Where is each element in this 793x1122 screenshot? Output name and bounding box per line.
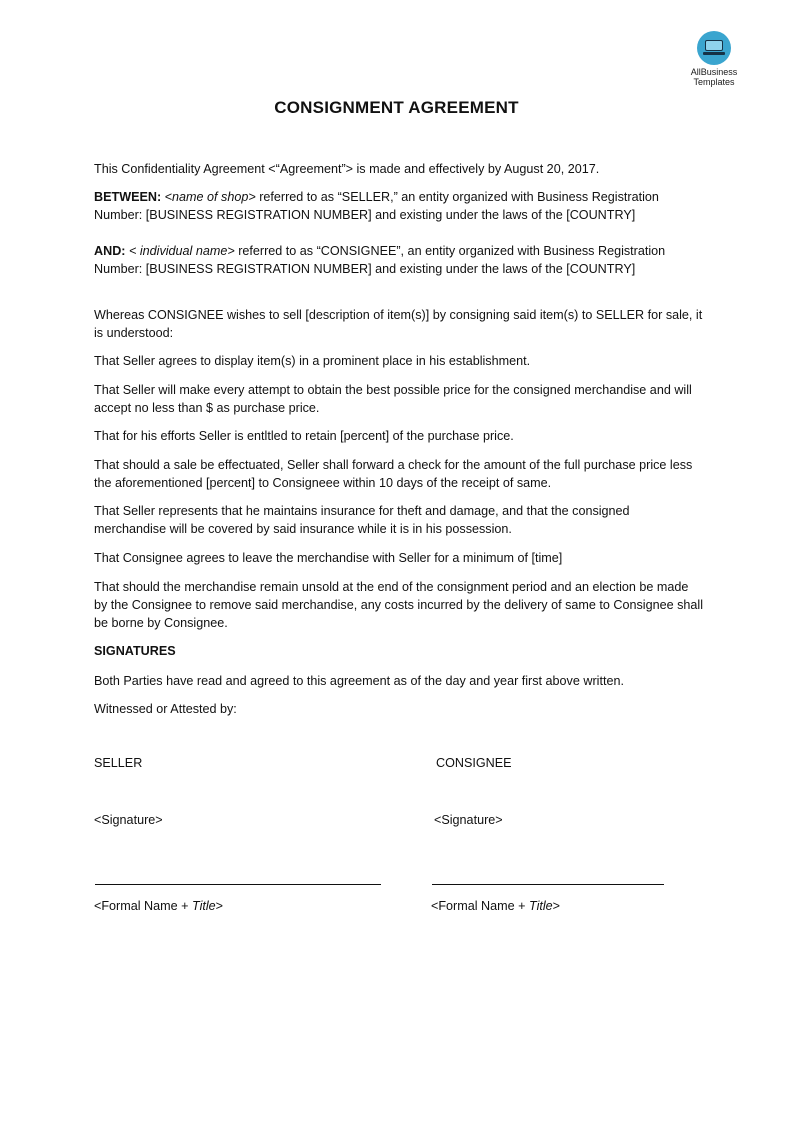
consignee-signature-placeholder: <Signature> bbox=[434, 813, 503, 827]
clause-retain-percent: That for his efforts Seller is entltled to retain [percent] of the purchase price. bbox=[94, 429, 514, 443]
and-paragraph bbox=[94, 242, 704, 278]
clause-unsold: That should the merchandise remain unsold at the end of the consignment period and an election be made by the Consignee to remove said merchandise, any costs incurred by the delivery of same to Consignee shall be borne by Consignee. bbox=[94, 580, 704, 630]
seller-signature-line bbox=[95, 884, 381, 885]
seller-signature-placeholder: <Signature> bbox=[94, 813, 163, 827]
clause-forward-check: That should a sale be effectuated, Seller shall forward a check for the amount of the full purchase price less the aforementioned [percent] to Consigneee within 10 days of the receipt of same. bbox=[94, 458, 693, 490]
seller-label: SELLER bbox=[94, 756, 143, 770]
consignee-formal-name bbox=[431, 897, 560, 915]
laptop-icon bbox=[697, 31, 731, 65]
logo-text bbox=[684, 67, 744, 87]
seller-formal-name bbox=[94, 897, 223, 915]
seller-name-title: Title bbox=[191, 899, 216, 913]
clause-minimum-time: That Consignee agrees to leave the merchandise with Seller for a minimum of [time] bbox=[94, 551, 563, 565]
witnessed-line: Witnessed or Attested by: bbox=[94, 702, 237, 716]
seller-name-prefix: <Formal Name + bbox=[94, 899, 192, 913]
and-text: referred to as “CONSIGNEE”, an entity organized with Business Registration Number: [BUSINESS REGISTRATION NUMBER] and existing under the laws of the [COUNTRY] bbox=[94, 244, 666, 276]
logo-line-2: Templates bbox=[693, 77, 735, 87]
seller-name-suffix: > bbox=[215, 899, 224, 913]
consignee-name-title: Title bbox=[528, 899, 553, 913]
clause-display: That Seller agrees to display item(s) in a prominent place in his establishment. bbox=[94, 354, 531, 368]
signatures-heading: SIGNATURES bbox=[94, 644, 176, 658]
between-text: referred to as “SELLER,” an entity organized with Business Registration Number: [BUSINESS REGISTRATION NUMBER] and existing under the laws of the [COUNTRY] bbox=[94, 190, 659, 222]
between-label: BETWEEN: bbox=[94, 190, 162, 204]
and-label: AND: bbox=[94, 244, 126, 258]
individual-name-placeholder: < individual name> bbox=[125, 244, 235, 258]
shop-name-placeholder: <name of shop> bbox=[164, 190, 256, 204]
intro-paragraph: This Confidentiality Agreement <“Agreement”> is made and effectively by August 20, 2017. bbox=[94, 162, 600, 176]
consignee-label: CONSIGNEE bbox=[436, 756, 512, 770]
whereas-paragraph: Whereas CONSIGNEE wishes to sell [description of item(s)] by consigning said item(s) to SELLER for sale, it is understood: bbox=[94, 308, 703, 340]
agreed-paragraph: Both Parties have read and agreed to this agreement as of the day and year first above written. bbox=[94, 674, 624, 688]
consignee-signature-line bbox=[432, 884, 664, 885]
document-title: CONSIGNMENT AGREEMENT bbox=[274, 98, 519, 117]
allbusiness-logo bbox=[684, 31, 744, 87]
between-paragraph bbox=[94, 188, 704, 224]
consignee-name-suffix: > bbox=[552, 899, 561, 913]
logo-line-1: AllBusiness bbox=[690, 67, 738, 77]
consignee-name-prefix: <Formal Name + bbox=[431, 899, 529, 913]
clause-insurance: That Seller represents that he maintains insurance for theft and damage, and that the consigned merchandise will be covered by said insurance while it is in his possession. bbox=[94, 504, 630, 536]
clause-best-price: That Seller will make every attempt to obtain the best possible price for the consigned merchandise and will accept no less than $ as purchase price. bbox=[94, 383, 692, 415]
